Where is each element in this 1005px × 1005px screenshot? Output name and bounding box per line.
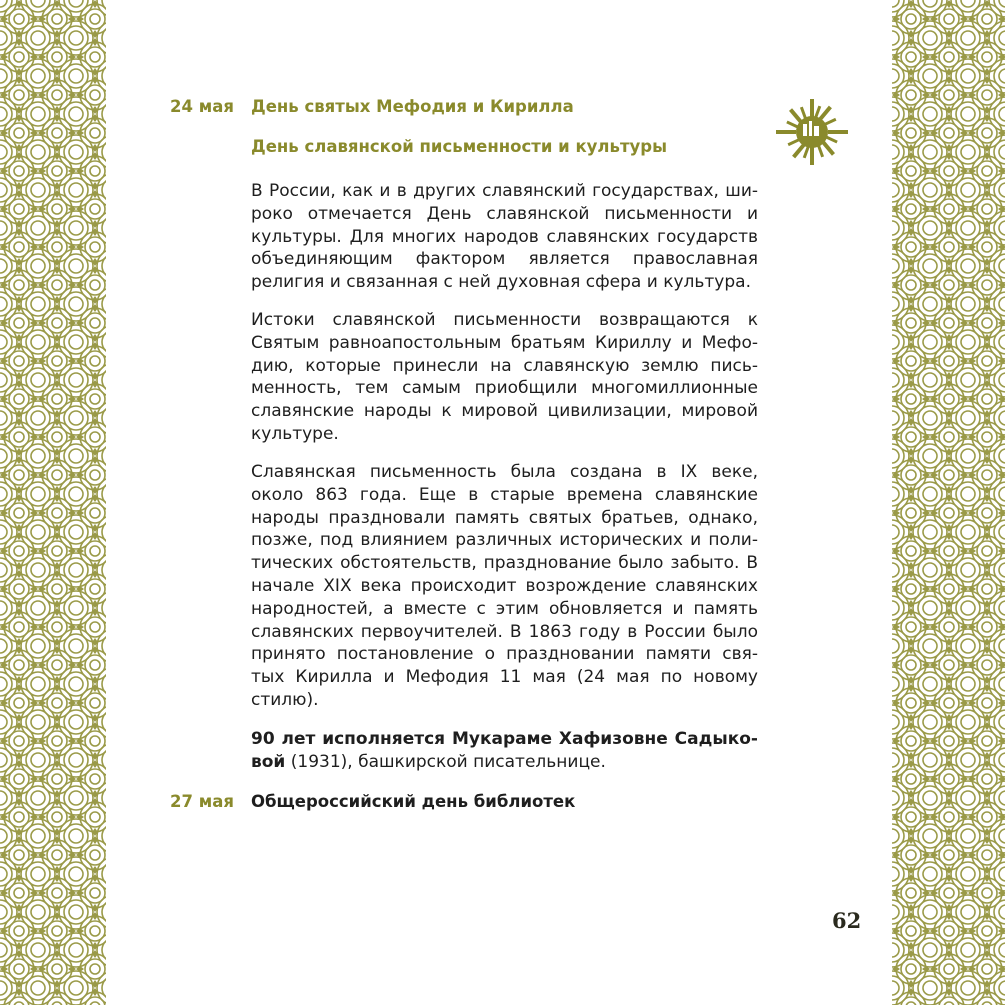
sun-emblem-icon <box>772 97 852 167</box>
text-line <box>251 751 758 774</box>
text-line: народы праздновали память святых братьев, однако, <box>251 507 758 528</box>
paragraph-anniversary <box>251 728 758 774</box>
text-line: Святым равноапостольным братьям Кириллу и Мефо- <box>251 332 758 353</box>
text-line: славянские народы к мировой цивилизации, мировой <box>251 401 758 422</box>
text-line: тических обстоятельств, празднование было забыто. В <box>251 553 758 574</box>
text-line: народностей, а вместе с этим обновляется и память <box>251 598 758 619</box>
anniversary-bold-text: 90 лет исполняется Мукараме Хафизовне Садыко- <box>251 729 758 749</box>
text-line: славянских первоучителей. В 1863 году в России было <box>251 621 758 642</box>
text-line: В России, как и в других славянский государствах, ши- <box>251 181 758 201</box>
entry-date-may-24: 24 мая <box>170 97 234 116</box>
text-line: Истоки славянской письменности возвращаются к <box>251 310 758 330</box>
text-line: религия и связанная с ней духовная сфера и культура. <box>251 272 751 293</box>
text-line: стилю). <box>251 689 319 710</box>
text-line: роко отмечается День славянской письменности и <box>251 203 758 224</box>
text-line: начале XIX века происходит возрождение славянских <box>251 575 758 596</box>
text-line: около 863 года. Еще в старые времена славянские <box>251 484 758 505</box>
text-line: Славянская письменность была создана в IX веке, <box>251 462 758 482</box>
paragraph-history <box>251 461 758 712</box>
entry-title-library-day: Общероссийский день библиотек <box>251 792 576 811</box>
text-line: культуре. <box>251 423 339 444</box>
entry-subtitle-slavic-culture: День славянской письменности и культуры <box>251 137 667 156</box>
text-line <box>251 728 758 751</box>
anniversary-details: (1931), башкирской писательнице. <box>285 751 606 772</box>
text-line: дию, которые принесли на славянскую землю пись- <box>251 355 758 376</box>
text-line: менность, тем самым приобщили многомиллионные <box>251 378 758 399</box>
text-line: объединяющим фактором является православная <box>251 249 758 270</box>
entry-title-cyril-methodius: День святых Мефодия и Кирилла <box>251 97 574 116</box>
paragraph-celebration <box>251 180 758 294</box>
entry-date-may-27: 27 мая <box>170 792 234 811</box>
text-line: тых Кирилла и Мефодия 11 мая (24 мая по новому <box>251 667 758 688</box>
anniversary-bold-name-end: вой <box>251 751 286 772</box>
page-number: 62 <box>832 908 862 933</box>
text-line: принято постановление о праздновании памяти свя- <box>251 644 758 665</box>
text-line: культуры. Для многих народов славянских государств <box>251 226 758 247</box>
text-line: позже, под влиянием различных исторических и поли- <box>251 530 758 551</box>
paragraph-origins <box>251 309 758 446</box>
